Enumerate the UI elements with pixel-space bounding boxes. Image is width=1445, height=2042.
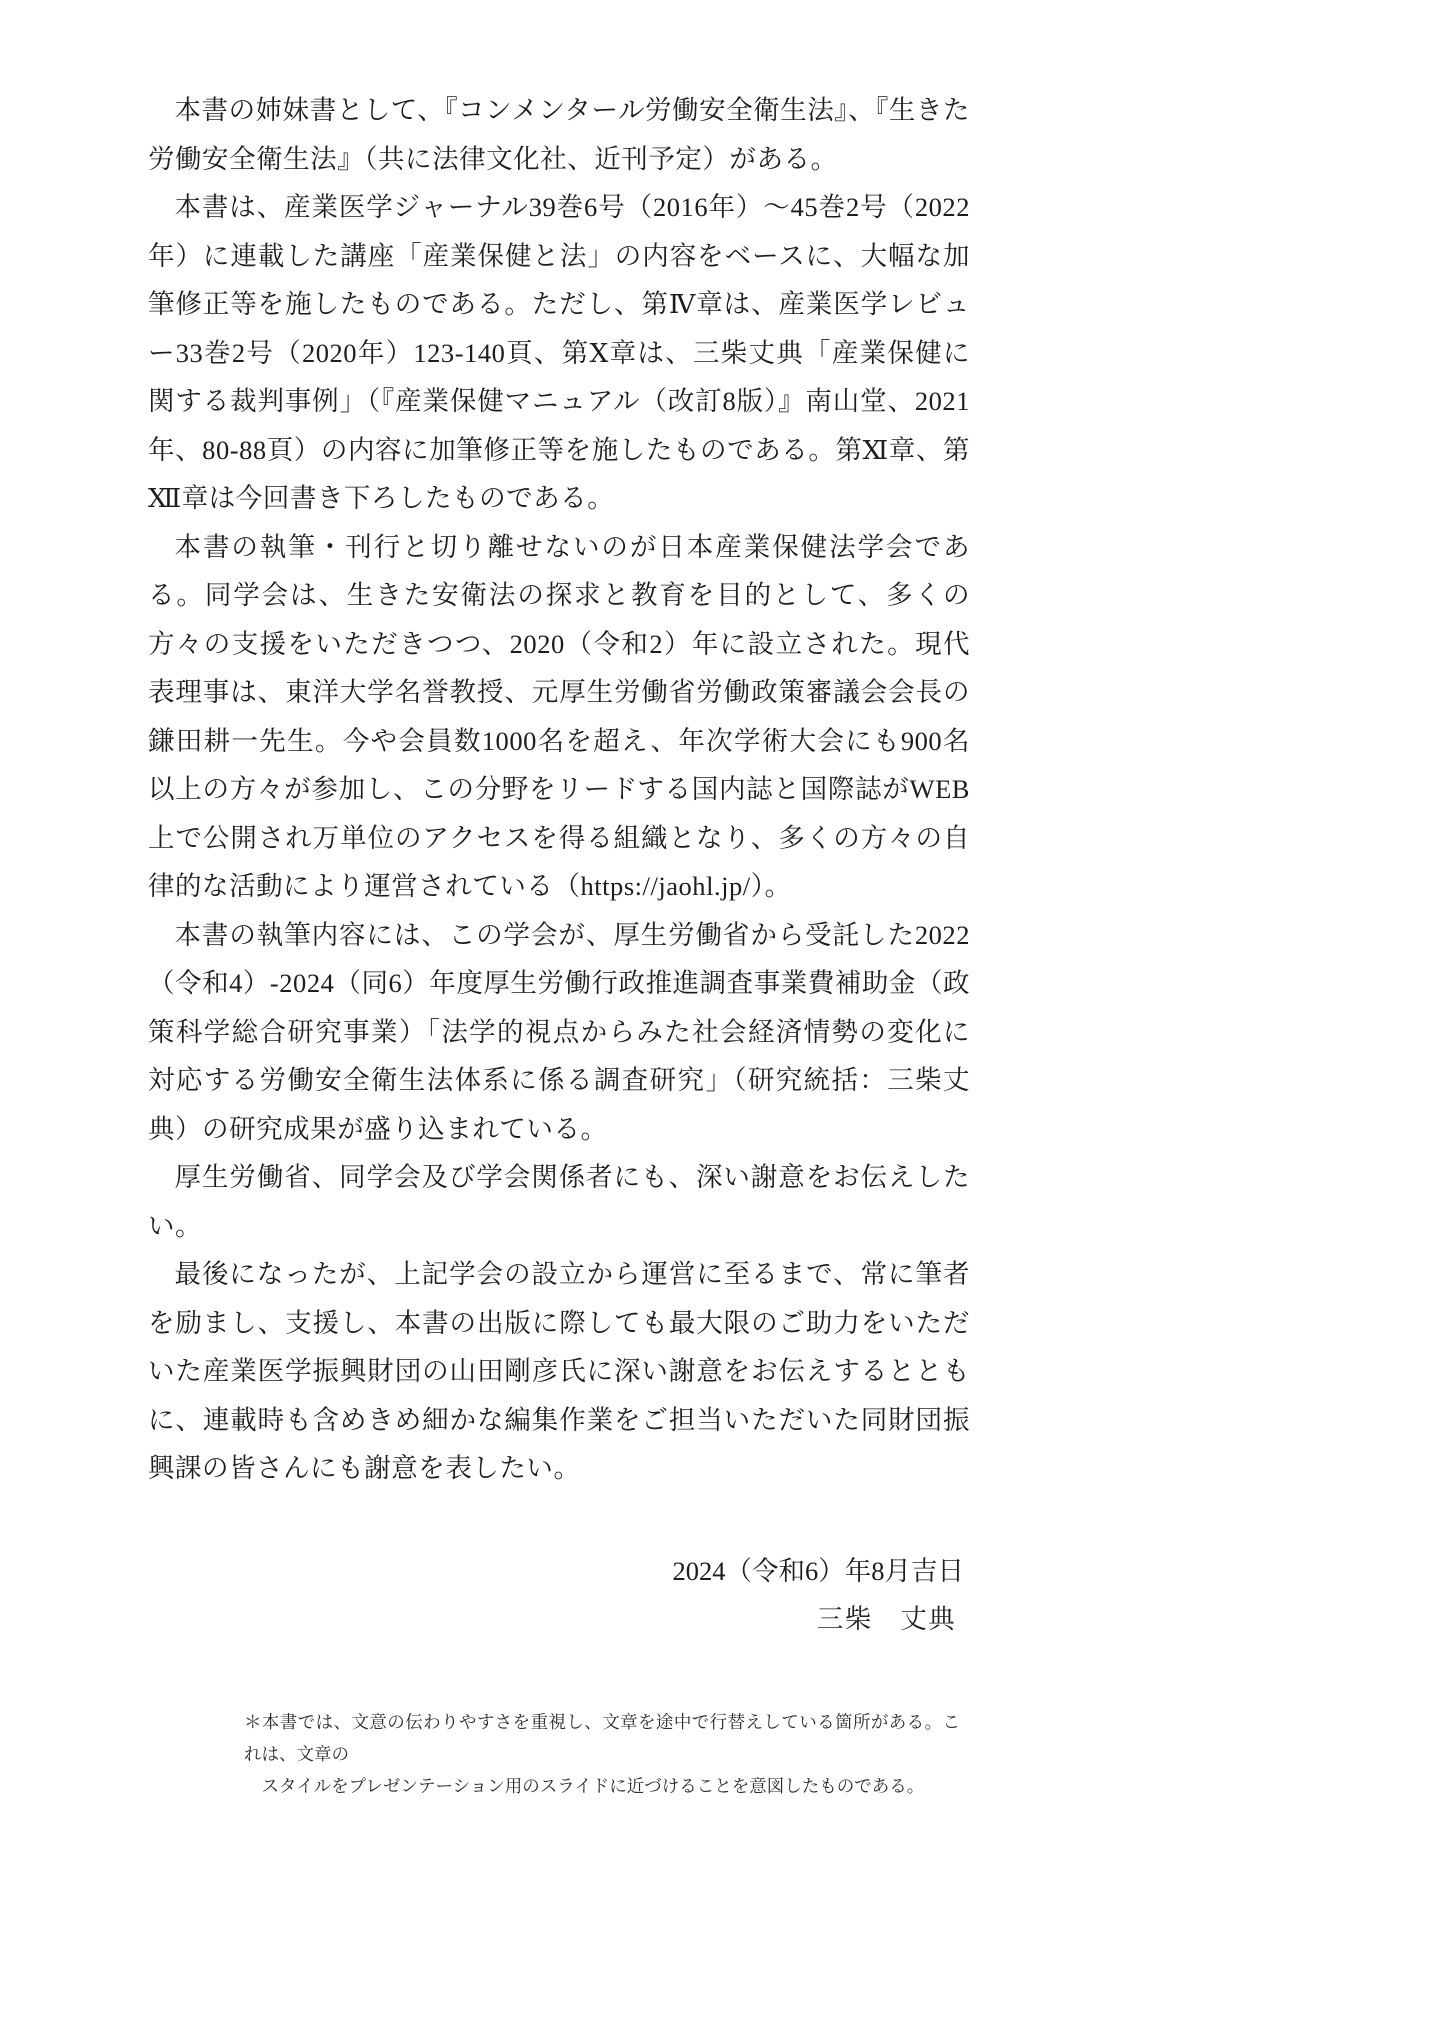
signature-block — [148, 1547, 970, 1644]
paragraph-6: 最後になったが、上記学会の設立から運営に至るまで、常に筆者を励まし、支援し、本書の出版に際しても最大限のご助力をいただいた産業医学振興財団の山田剛彦氏に深い謝意をお伝えするとともに、連載時も含めきめ細かな編集作業をご担当いただいた同財団振興課の皆さんにも謝意を表したい。 — [148, 1259, 970, 1483]
paragraph-5: 厚生労働省、同学会及び学会関係者にも、深い謝意をお伝えしたい。 — [148, 1162, 970, 1241]
paragraph-3: 本書の執筆・刊行と切り離せないのが日本産業保健法学会である。同学会は、生きた安衛法の探求と教育を目的として、多くの方々の支援をいただきつつ、2020（令和2）年に設立された。現代表理事は、東洋大学名誉教授、元厚生労働省労働政策審議会会長の鎌田耕一先生。今や会員数1000名を超え、年次学術大会にも900名以上の方々が参加し、この分野をリードする国内誌と国際誌がWEB上で公開され万単位のアクセスを得る組織となり、多くの方々の自律的な活動により運営されている（https://jaohl.jp/）。 — [148, 531, 970, 901]
signature-author-name: 三柴 丈典 — [816, 1604, 956, 1634]
footnote-line-2: スタイルをプレゼンテーション用のスライドに近づけることを意図したものである。 — [261, 1775, 925, 1796]
footnote-line-1: ＊本書では、文意の伝わりやすさを重視し、文章を途中で行替えしている箇所がある。これは、文章の — [244, 1711, 960, 1764]
footnote — [244, 1706, 960, 1802]
paragraph-1: 本書の姉妹書として、『コンメンタール労働安全衛生法』、『生きた労働安全衛生法』（共に法律文化社、近刊予定）がある。 — [148, 95, 970, 174]
signature-date: 2024（令和6）年8月吉日 — [672, 1555, 964, 1586]
paragraph-4: 本書の執筆内容には、この学会が、厚生労働省から受託した2022（令和4）-2024（同6）年度厚生労働行政推進調査事業費補助金（政策科学総合研究事業）「法学的視点からみた社会経済情勢の変化に対応する労働安全衛生法体系に係る調査研究」（研究統括：三柴丈典）の研究成果が盛り込まれている。 — [148, 919, 970, 1144]
paragraph-2: 本書は、産業医学ジャーナル39巻6号（2016年）〜45巻2号（2022年）に連載した講座「産業保健と法」の内容をベースに、大幅な加筆修正等を施したものである。ただし、第Ⅳ章は、産業医学レビュー33巻2号（2020年）123-140頁、第Ⅹ章は、三柴丈典「産業保健に関する裁判事例」（『産業保健マニュアル（改訂8版）』南山堂、2021年、80-88頁）の内容に加筆修正等を施したものである。第Ⅺ章、第Ⅻ章は今回書き下ろしたものである。 — [148, 192, 970, 513]
page-content — [148, 86, 970, 1802]
